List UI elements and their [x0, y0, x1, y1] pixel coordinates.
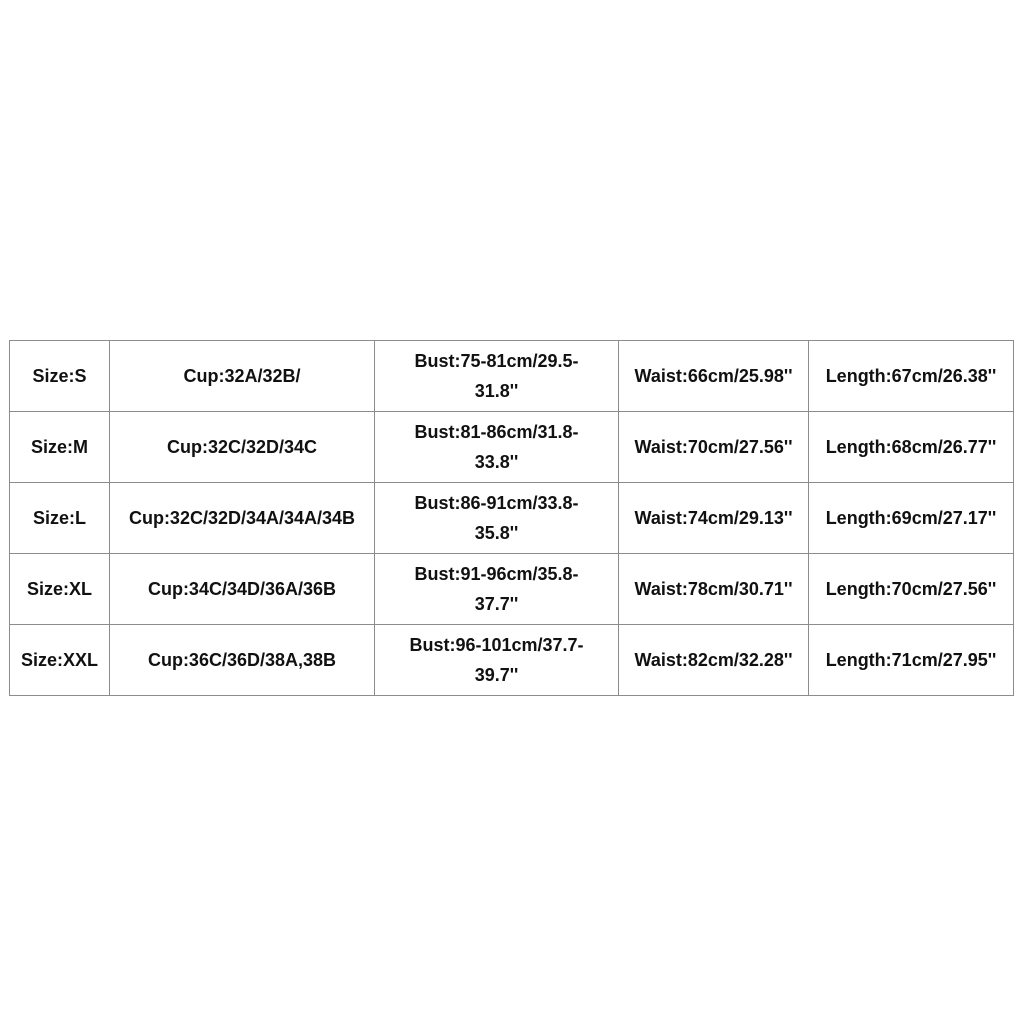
- bust-line-2: 31.8'': [474, 381, 519, 401]
- bust-line-1: Bust:96-101cm/37.7-: [409, 635, 584, 655]
- bust-cell: [375, 625, 619, 696]
- size-cell: Size:L: [10, 483, 110, 554]
- waist-cell: Waist:66cm/25.98'': [619, 341, 809, 412]
- waist-cell: Waist:82cm/32.28'': [619, 625, 809, 696]
- table-row: [10, 341, 1014, 412]
- bust-line-1: Bust:81-86cm/31.8-: [414, 422, 579, 442]
- bust-line-1: Bust:91-96cm/35.8-: [414, 564, 579, 584]
- waist-cell: Waist:70cm/27.56'': [619, 412, 809, 483]
- size-cell: Size:M: [10, 412, 110, 483]
- size-cell: Size:XL: [10, 554, 110, 625]
- bust-line-2: 33.8'': [474, 452, 519, 472]
- cup-cell: Cup:32C/32D/34C: [110, 412, 375, 483]
- size-cell: Size:S: [10, 341, 110, 412]
- table-row: [10, 412, 1014, 483]
- bust-line-1: Bust:75-81cm/29.5-: [414, 351, 579, 371]
- bust-line-2: 39.7'': [474, 665, 519, 685]
- waist-cell: Waist:74cm/29.13'': [619, 483, 809, 554]
- size-cell: Size:XXL: [10, 625, 110, 696]
- cup-cell: Cup:32A/32B/: [110, 341, 375, 412]
- waist-cell: Waist:78cm/30.71'': [619, 554, 809, 625]
- size-chart-table: [9, 340, 1014, 696]
- table-row: [10, 554, 1014, 625]
- bust-line-1: Bust:86-91cm/33.8-: [414, 493, 579, 513]
- length-cell: Length:70cm/27.56'': [809, 554, 1014, 625]
- bust-cell: [375, 554, 619, 625]
- cup-cell: Cup:32C/32D/34A/34A/34B: [110, 483, 375, 554]
- length-cell: Length:67cm/26.38'': [809, 341, 1014, 412]
- bust-cell: [375, 412, 619, 483]
- cup-cell: Cup:36C/36D/38A,38B: [110, 625, 375, 696]
- length-cell: Length:69cm/27.17'': [809, 483, 1014, 554]
- bust-cell: [375, 341, 619, 412]
- length-cell: Length:71cm/27.95'': [809, 625, 1014, 696]
- length-cell: Length:68cm/26.77'': [809, 412, 1014, 483]
- bust-line-2: 37.7'': [474, 594, 519, 614]
- bust-cell: [375, 483, 619, 554]
- cup-cell: Cup:34C/34D/36A/36B: [110, 554, 375, 625]
- table-row: [10, 625, 1014, 696]
- table-row: [10, 483, 1014, 554]
- bust-line-2: 35.8'': [474, 523, 519, 543]
